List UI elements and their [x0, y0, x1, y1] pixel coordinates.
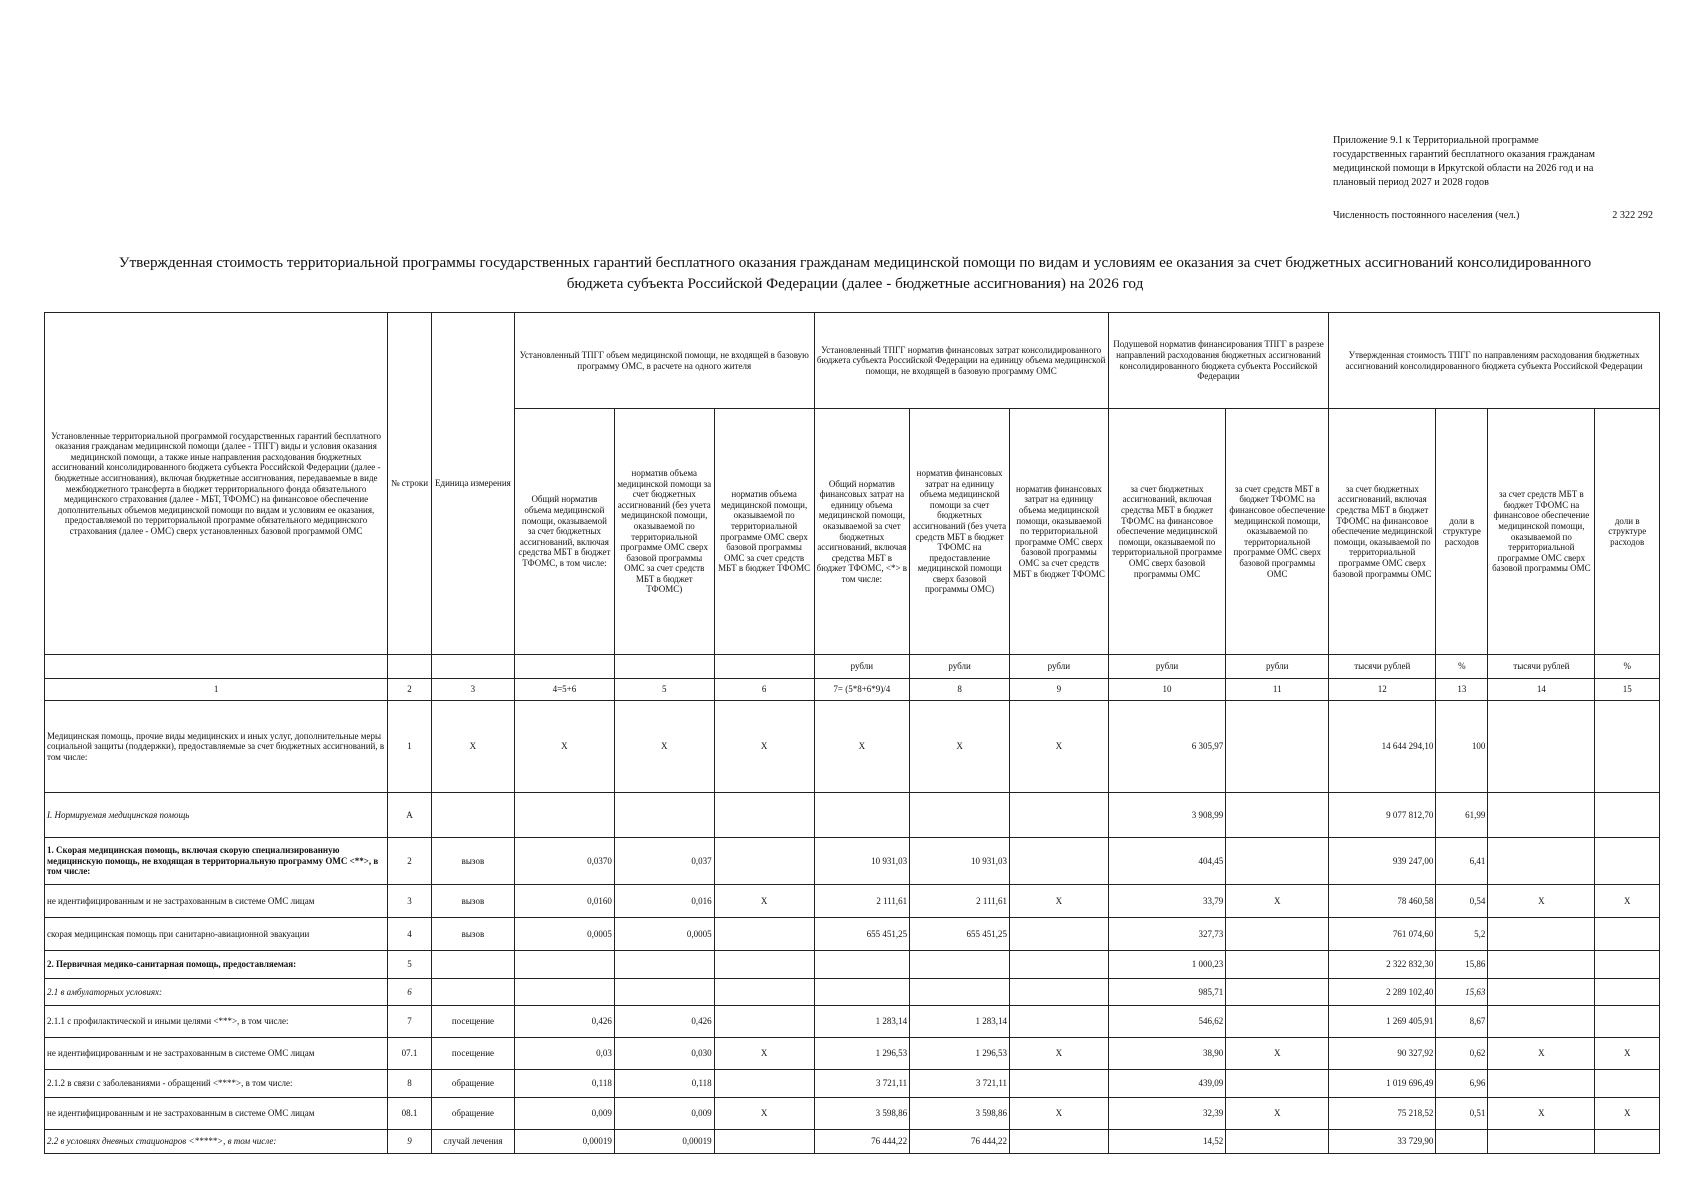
row-unit: X [431, 701, 514, 793]
row-label: 2.1 в амбулаторных условиях: [45, 979, 388, 1006]
row-c5: 0,118 [614, 1070, 714, 1098]
row-c9 [1010, 951, 1109, 979]
row-c11 [1226, 1006, 1329, 1038]
row-no: 3 [388, 885, 432, 918]
colnum: 5 [614, 679, 714, 701]
row-c14 [1488, 1070, 1595, 1098]
unit-cell-empty [388, 655, 432, 679]
row-c13: 6,41 [1436, 838, 1488, 885]
table-row [45, 918, 1660, 951]
row-c10: 14,52 [1108, 1130, 1226, 1154]
row-c10: 546,62 [1108, 1006, 1226, 1038]
row-no: 8 [388, 1070, 432, 1098]
colnum: 9 [1010, 679, 1109, 701]
row-c10: 33,79 [1108, 885, 1226, 918]
row-c10: 32,39 [1108, 1098, 1226, 1130]
row-c15 [1595, 1006, 1660, 1038]
header-unit: Единица измерения [431, 313, 514, 655]
row-c10: 404,45 [1108, 838, 1226, 885]
row-c6 [714, 793, 814, 838]
row-unit: вызов [431, 918, 514, 951]
row-c12: 1 269 405,91 [1329, 1006, 1436, 1038]
row-c8 [910, 979, 1010, 1006]
header-c4: Общий норматив объема медицинской помощи, оказываемой за счет бюджетных ассигнований, включая средства МБТ в бюджет ТФОМС, в том числе: [515, 409, 615, 655]
row-c5: X [614, 701, 714, 793]
row-no: 4 [388, 918, 432, 951]
row-c11 [1226, 701, 1329, 793]
row-c10: 1 000,23 [1108, 951, 1226, 979]
row-c13 [1436, 1130, 1488, 1154]
row-c14 [1488, 1006, 1595, 1038]
row-no: 6 [388, 979, 432, 1006]
row-c15: X [1595, 1098, 1660, 1130]
row-c12: 78 460,58 [1329, 885, 1436, 918]
table-row [45, 951, 1660, 979]
row-c12: 75 218,52 [1329, 1098, 1436, 1130]
row-unit [431, 951, 514, 979]
row-no: 5 [388, 951, 432, 979]
row-c8: 3 721,11 [910, 1070, 1010, 1098]
row-label: скорая медицинская помощь при санитарно-авиационной эвакуации [45, 918, 388, 951]
header-group-volume: Установленный ТПГГ объем медицинской помощи, не входящей в базовую программу ОМС, в расчете на одного жителя [515, 313, 815, 409]
title-line-2: бюджета субъекта Российской Федерации (далее - бюджетные ассигнования) на 2026 год [566, 275, 1144, 292]
row-unit: вызов [431, 838, 514, 885]
row-c5 [614, 951, 714, 979]
row-c15: X [1595, 885, 1660, 918]
row-label: 2.2 в условиях дневных стационаров <*****>, в том числе: [45, 1130, 388, 1154]
row-label: не идентифицированным и не застрахованным в системе ОМС лицам [45, 1038, 388, 1070]
unit-c12: тысячи рублей [1329, 655, 1436, 679]
row-no: 2 [388, 838, 432, 885]
row-c8: 2 111,61 [910, 885, 1010, 918]
row-no: 08.1 [388, 1098, 432, 1130]
row-c15 [1595, 951, 1660, 979]
row-c5: 0,426 [614, 1006, 714, 1038]
colnum: 8 [910, 679, 1010, 701]
row-c11 [1226, 793, 1329, 838]
header-c12: за счет бюджетных ассигнований, включая средства МБТ в бюджет ТФОМС на финансовое обеспечение медицинской помощи, оказываемой по территориальной программе ОМС сверх базовой программы ОМС [1329, 409, 1436, 655]
row-c4 [515, 979, 615, 1006]
row-unit: вызов [431, 885, 514, 918]
row-no: 9 [388, 1130, 432, 1154]
unit-c9: рубли [1010, 655, 1109, 679]
row-c4 [515, 951, 615, 979]
units-row [45, 655, 1660, 679]
row-label: Медицинская помощь, прочие виды медицинских и иных услуг, дополнительные меры социальной защиты (поддержки), предоставляемые за счет бюджетных ассигнований, в том числе: [45, 701, 388, 793]
row-c8: 10 931,03 [910, 838, 1010, 885]
row-c14: X [1488, 885, 1595, 918]
unit-cell-empty [515, 655, 615, 679]
table-row [45, 701, 1660, 793]
row-c8: 1 283,14 [910, 1006, 1010, 1038]
row-c4: 0,118 [515, 1070, 615, 1098]
row-c9: X [1010, 1098, 1109, 1130]
row-c5: 0,037 [614, 838, 714, 885]
row-c7: 1 283,14 [814, 1006, 910, 1038]
row-c11 [1226, 838, 1329, 885]
row-c13: 5,2 [1436, 918, 1488, 951]
header-c6: норматив объема медицинской помощи, оказываемой по территориальной программе ОМС сверх базовой программы ОМС за счет средств МБТ в бюджет ТФОМС [714, 409, 814, 655]
row-c9 [1010, 1006, 1109, 1038]
row-c4: X [515, 701, 615, 793]
row-c9 [1010, 918, 1109, 951]
row-unit: обращение [431, 1070, 514, 1098]
row-c12: 14 644 294,10 [1329, 701, 1436, 793]
row-c13: 61,99 [1436, 793, 1488, 838]
row-c14 [1488, 838, 1595, 885]
row-no: 7 [388, 1006, 432, 1038]
unit-cell-empty [614, 655, 714, 679]
row-c13: 15,86 [1436, 951, 1488, 979]
header-group-cost: Утвержденная стоимость ТПГГ по направлениям расходования бюджетных ассигнований консолидированного бюджета субъекта Российской Федерации [1329, 313, 1660, 409]
row-c6 [714, 1130, 814, 1154]
population-label: Численность постоянного населения (чел.) [1333, 210, 1520, 221]
row-c6: X [714, 701, 814, 793]
row-c11 [1226, 1070, 1329, 1098]
row-c12: 90 327,92 [1329, 1038, 1436, 1070]
header-c13: доли в структуре расходов [1436, 409, 1488, 655]
row-c14 [1488, 701, 1595, 793]
row-label: I. Нормируемая медицинская помощь [45, 793, 388, 838]
colnum: 6 [714, 679, 814, 701]
row-c10: 6 305,97 [1108, 701, 1226, 793]
header-row-no: № строки [388, 313, 432, 655]
row-c15 [1595, 838, 1660, 885]
row-c13: 100 [1436, 701, 1488, 793]
row-label: не идентифицированным и не застрахованным в системе ОМС лицам [45, 1098, 388, 1130]
appendix-line: Приложение 9.1 к Территориальной программе [1333, 135, 1539, 146]
row-c12: 761 074,60 [1329, 918, 1436, 951]
header-c9: норматив финансовых затрат на единицу объема медицинской помощи, оказываемой по территориальной программе ОМС сверх базовой программы ОМС за счет средств МБТ в бюджет ТФОМС [1010, 409, 1109, 655]
unit-cell-empty [714, 655, 814, 679]
row-c9: X [1010, 1038, 1109, 1070]
unit-cell-empty [45, 655, 388, 679]
row-c5 [614, 793, 714, 838]
header-c5: норматив объема медицинской помощи за счет бюджетных ассигнований (без учета медицинской помощи, оказываемой по территориальной программе ОМС сверх базовой программы ОМС за счет средств МБТ в бюджет ТФОМС) [614, 409, 714, 655]
row-c6: X [714, 1098, 814, 1130]
row-c14 [1488, 793, 1595, 838]
row-label: 2.1.2 в связи с заболеваниями - обращений <****>, в том числе: [45, 1070, 388, 1098]
unit-c8: рубли [910, 655, 1010, 679]
row-c11 [1226, 1130, 1329, 1154]
row-c5: 0,016 [614, 885, 714, 918]
row-unit: обращение [431, 1098, 514, 1130]
row-c6 [714, 918, 814, 951]
row-unit: посещение [431, 1006, 514, 1038]
row-c7: 10 931,03 [814, 838, 910, 885]
row-c11 [1226, 979, 1329, 1006]
table-row [45, 793, 1660, 838]
row-c5: 0,030 [614, 1038, 714, 1070]
row-c13: 15,63 [1436, 979, 1488, 1006]
header-row-groups [45, 313, 1660, 409]
row-c4: 0,0160 [515, 885, 615, 918]
row-c15 [1595, 1070, 1660, 1098]
row-c11: X [1226, 1098, 1329, 1130]
row-c15: X [1595, 1038, 1660, 1070]
unit-c7: рубли [814, 655, 910, 679]
row-c9: X [1010, 701, 1109, 793]
table-row [45, 1038, 1660, 1070]
colnum: 7= (5*8+6*9)/4 [814, 679, 910, 701]
row-c7: 3 721,11 [814, 1070, 910, 1098]
population-line [1333, 210, 1653, 221]
row-c11: X [1226, 885, 1329, 918]
row-c10: 327,73 [1108, 918, 1226, 951]
row-label: 2.1.1 с профилактической и иными целями <***>, в том числе: [45, 1006, 388, 1038]
unit-c11: рубли [1226, 655, 1329, 679]
row-c6 [714, 838, 814, 885]
row-c7: 2 111,61 [814, 885, 910, 918]
header-c7: Общий норматив финансовых затрат на единицу объема медицинской помощи, оказываемой за счет бюджетных ассигнований, включая средства МБТ в бюджет ТФОМС, <*> в том числе: [814, 409, 910, 655]
row-c12: 939 247,00 [1329, 838, 1436, 885]
colnum: 3 [431, 679, 514, 701]
header-description: Установленные территориальной программой государственных гарантий бесплатного оказания гражданам медицинской помощи (далее - ТПГГ) виды и условия оказания медицинской помощи, а также иные направления расходования бюджетных ассигнований консолидированного бюджета субъекта Российской Федерации (далее - бюджетные ассигнования), включая бюджетные ассигнования, передаваемые в виде межбюджетного трансферта в бюджет территориального фонда обязательного медицинского страхования (далее - МБТ, ТФОМС) на финансовое обеспечение дополнительных объемов медицинской помощи по видам и условиям ее оказания, предоставляемой по территориальной программе обязательного медицинского страхования (далее - ОМС) сверх установленных базовой программой ОМС [45, 313, 388, 655]
row-c14 [1488, 979, 1595, 1006]
table-row [45, 1006, 1660, 1038]
population-value: 2 322 292 [1612, 210, 1653, 221]
row-c7: 76 444,22 [814, 1130, 910, 1154]
table-row [45, 1098, 1660, 1130]
row-c15 [1595, 979, 1660, 1006]
header-c10: за счет бюджетных ассигнований, включая средства МБТ в бюджет ТФОМС на финансовое обеспечение медицинской помощи, оказываемой по территориальной программе ОМС сверх базовой программы ОМС [1108, 409, 1226, 655]
row-c8 [910, 951, 1010, 979]
row-no: 07.1 [388, 1038, 432, 1070]
row-c7 [814, 951, 910, 979]
row-c12: 33 729,90 [1329, 1130, 1436, 1154]
colnum: 4=5+6 [515, 679, 615, 701]
row-unit: посещение [431, 1038, 514, 1070]
row-c6: X [714, 885, 814, 918]
row-c10: 38,90 [1108, 1038, 1226, 1070]
header-c14: за счет средств МБТ в бюджет ТФОМС на финансовое обеспечение медицинской помощи, оказываемой по территориальной программе ОМС сверх базовой программы ОМС [1488, 409, 1595, 655]
row-c7: 3 598,86 [814, 1098, 910, 1130]
row-c8: 3 598,86 [910, 1098, 1010, 1130]
row-unit: случай лечения [431, 1130, 514, 1154]
row-c8: X [910, 701, 1010, 793]
appendix-line: медицинской помощи в Иркутской области на 2026 год и на [1333, 163, 1594, 174]
colnum: 14 [1488, 679, 1595, 701]
row-c13: 8,67 [1436, 1006, 1488, 1038]
row-c13: 6,96 [1436, 1070, 1488, 1098]
row-c12: 2 322 832,30 [1329, 951, 1436, 979]
row-c5: 0,0005 [614, 918, 714, 951]
row-c5 [614, 979, 714, 1006]
colnum: 11 [1226, 679, 1329, 701]
table-row [45, 838, 1660, 885]
unit-c15: % [1595, 655, 1660, 679]
unit-c13: % [1436, 655, 1488, 679]
row-c13: 0,62 [1436, 1038, 1488, 1070]
row-label: не идентифицированным и не застрахованным в системе ОМС лицам [45, 885, 388, 918]
row-c9 [1010, 838, 1109, 885]
row-c11 [1226, 918, 1329, 951]
row-c6 [714, 979, 814, 1006]
row-c6 [714, 1006, 814, 1038]
appendix-line: плановый период 2027 и 2028 годов [1333, 177, 1489, 188]
unit-cell-empty [431, 655, 514, 679]
row-c10: 985,71 [1108, 979, 1226, 1006]
colnum: 13 [1436, 679, 1488, 701]
row-c4 [515, 793, 615, 838]
document-title [50, 252, 1660, 294]
row-label: 2. Первичная медико-санитарная помощь, предоставляемая: [45, 951, 388, 979]
colnum: 12 [1329, 679, 1436, 701]
row-c7 [814, 793, 910, 838]
row-c9 [1010, 979, 1109, 1006]
row-c4: 0,00019 [515, 1130, 615, 1154]
row-c15 [1595, 1130, 1660, 1154]
row-c12: 2 289 102,40 [1329, 979, 1436, 1006]
row-c14 [1488, 1130, 1595, 1154]
table-row [45, 885, 1660, 918]
colnum: 1 [45, 679, 388, 701]
row-c5: 0,00019 [614, 1130, 714, 1154]
row-c4: 0,03 [515, 1038, 615, 1070]
row-c4: 0,009 [515, 1098, 615, 1130]
row-c11: X [1226, 1038, 1329, 1070]
header-group-percapita: Подушевой норматив финансирования ТПГГ в разрезе направлений расходования бюджетных ассигнований консолидированного бюджета субъекта Российской Федерации [1108, 313, 1328, 409]
unit-c10: рубли [1108, 655, 1226, 679]
row-c7: X [814, 701, 910, 793]
appendix-line: государственных гарантий бесплатного оказания гражданам [1333, 149, 1595, 160]
budget-table [44, 312, 1660, 1154]
row-c8: 655 451,25 [910, 918, 1010, 951]
header-c11: за счет средств МБТ в бюджет ТФОМС на финансовое обеспечение медицинской помощи, оказываемой по территориальной программе ОМС сверх базовой программы ОМС [1226, 409, 1329, 655]
row-c8: 76 444,22 [910, 1130, 1010, 1154]
row-c14 [1488, 918, 1595, 951]
row-unit [431, 793, 514, 838]
row-c15 [1595, 793, 1660, 838]
row-c10: 439,09 [1108, 1070, 1226, 1098]
row-unit [431, 979, 514, 1006]
row-c10: 3 908,99 [1108, 793, 1226, 838]
title-line-1: Утвержденная стоимость территориальной программы государственных гарантий бесплатного оказания гражданам медицинской помощи по видам и условиям ее оказания за счет бюджетных ассигнований консолидированного [118, 254, 1592, 271]
row-c6 [714, 1070, 814, 1098]
row-c14: X [1488, 1038, 1595, 1070]
row-c13: 0,54 [1436, 885, 1488, 918]
row-c6: X [714, 1038, 814, 1070]
row-c9 [1010, 1130, 1109, 1154]
row-no: А [388, 793, 432, 838]
header-c15: доли в структуре расходов [1595, 409, 1660, 655]
row-c9: X [1010, 885, 1109, 918]
row-c8 [910, 793, 1010, 838]
row-c4: 0,0005 [515, 918, 615, 951]
header-group-norm: Установленный ТПГГ норматив финансовых затрат консолидированного бюджета субъекта Российской Федерации на единицу объема медицинской помощи, не входящей в базовую программу ОМС [814, 313, 1108, 409]
row-c12: 9 077 812,70 [1329, 793, 1436, 838]
row-c13: 0,51 [1436, 1098, 1488, 1130]
row-label: 1. Скорая медицинская помощь, включая скорую специализированную медицинскую помощь, не входящая в территориальную программу ОМС <**>, в том числе: [45, 838, 388, 885]
table-row [45, 1070, 1660, 1098]
table-row [45, 1130, 1660, 1154]
row-c7: 1 296,53 [814, 1038, 910, 1070]
row-c7 [814, 979, 910, 1006]
unit-c14: тысячи рублей [1488, 655, 1595, 679]
row-no: 1 [388, 701, 432, 793]
colnum: 2 [388, 679, 432, 701]
row-c4: 0,0370 [515, 838, 615, 885]
row-c9 [1010, 1070, 1109, 1098]
row-c7: 655 451,25 [814, 918, 910, 951]
row-c14: X [1488, 1098, 1595, 1130]
row-c14 [1488, 951, 1595, 979]
row-c12: 1 019 696,49 [1329, 1070, 1436, 1098]
row-c9 [1010, 793, 1109, 838]
row-c6 [714, 951, 814, 979]
row-c5: 0,009 [614, 1098, 714, 1130]
column-numbers-row [45, 679, 1660, 701]
row-c11 [1226, 951, 1329, 979]
table-row [45, 979, 1660, 1006]
row-c4: 0,426 [515, 1006, 615, 1038]
colnum: 15 [1595, 679, 1660, 701]
row-c15 [1595, 701, 1660, 793]
row-c15 [1595, 918, 1660, 951]
row-c8: 1 296,53 [910, 1038, 1010, 1070]
header-c8: норматив финансовых затрат на единицу объема медицинской помощи за счет бюджетных ассигнований (без учета средств МБТ в бюджет ТФОМС на предоставление медицинской помощи сверх базовой программы ОМС) [910, 409, 1010, 655]
colnum: 10 [1108, 679, 1226, 701]
appendix-note [1333, 134, 1663, 190]
